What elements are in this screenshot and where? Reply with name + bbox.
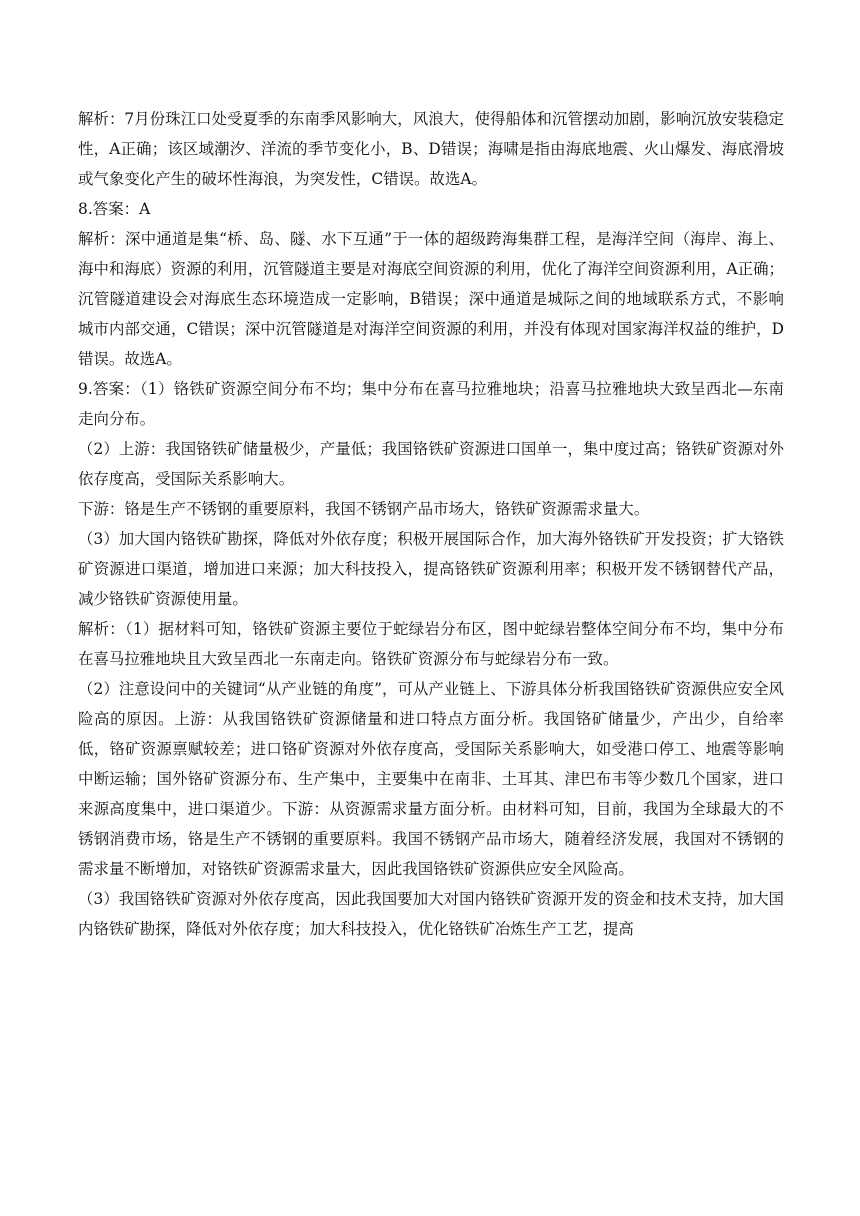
answer-q8: 8.答案：A <box>78 200 151 218</box>
analysis-q9-part1: 解析：（1）据材料可知，铬铁矿资源主要位于蛇绿岩分布区，图中蛇绿岩整体空间分布不均，集中分布在喜马拉雅地块且大致呈西北一东南走向。铬铁矿资源分布与蛇绿岩分布一致。 <box>78 620 784 668</box>
answer-q9-part2-downstream: 下游：铬是生产不锈钢的重要原料，我国不锈钢产品市场大，铬铁矿资源需求量大。 <box>78 500 650 518</box>
analysis-q7: 解析：7月份珠江口处受夏季的东南季风影响大，风浪大，使得船体和沉管摆动加剧，影响沉放安装稳定性，A正确；该区域潮汐、洋流的季节变化小，B、D错误；海啸是指由海底地震、火山爆发、海底滑坡或气象变化产生的破坏性海浪，为突发性，C错误。故选A。 <box>78 110 784 188</box>
answer-q9-part1: 9.答案：（1）铬铁矿资源空间分布不均；集中分布在喜马拉雅地块；沿喜马拉雅地块大致呈西北—东南走向分布。 <box>78 380 784 428</box>
analysis-q9-part3: （3）我国铬铁矿资源对外依存度高，因此我国要加大对国内铬铁矿资源开发的资金和技术支持，加大国内铬铁矿勘探，降低对外依存度；加大科技投入，优化铬铁矿冶炼生产工艺，提高 <box>78 890 784 938</box>
analysis-q8: 解析：深中通道是集“桥、岛、隧、水下互通”于一体的超级跨海集群工程，是海洋空间（海岸、海上、海中和海底）资源的利用，沉管隧道主要是对海底空间资源的利用，优化了海洋空间资源利用，A正确；沉管隧道建设会对海底生态环境造成一定影响，B错误；深中通道是城际之间的地域联系方式，不影响城市内部交通，C错误；深中沉管隧道是对海洋空间资源的利用，并没有体现对国家海洋权益的维护，D错误。故选A。 <box>78 230 784 368</box>
analysis-q9-part2: （2）注意设问中的关键词“从产业链的角度”，可从产业链上、下游具体分析我国铬铁矿资源供应安全风险高的原因。上游：从我国铬铁矿资源储量和进口特点方面分析。我国铬矿储量少，产出少，自给率低，铬矿资源禀赋较差；进口铬矿资源对外依存度高，受国际关系影响大，如受港口停工、地震等影响中断运输；国外铬矿资源分布、生产集中，主要集中在南非、土耳其、津巴布韦等少数几个国家，进口来源高度集中，进口渠道少。下游：从资源需求量方面分析。由材料可知，目前，我国为全球最大的不锈钢消费市场，铬是生产不锈钢的重要原料。我国不锈钢产品市场大，随着经济发展，我国对不锈钢的需求量不断增加，对铬铁矿资源需求量大，因此我国铬铁矿资源供应安全风险高。 <box>78 680 784 878</box>
answer-q9-part2-upstream: （2）上游：我国铬铁矿储量极少，产量低；我国铬铁矿资源进口国单一，集中度过高；铬铁矿资源对外依存度高，受国际关系影响大。 <box>78 440 784 488</box>
document-page <box>78 104 784 944</box>
answer-q9-part3: （3）加大国内铬铁矿勘探，降低对外依存度；积极开展国际合作，加大海外铬铁矿开发投资；扩大铬铁矿资源进口渠道，增加进口来源；加大科技投入，提高铬铁矿资源利用率；积极开发不锈钢替代产品，减少铬铁矿资源使用量。 <box>78 530 784 608</box>
